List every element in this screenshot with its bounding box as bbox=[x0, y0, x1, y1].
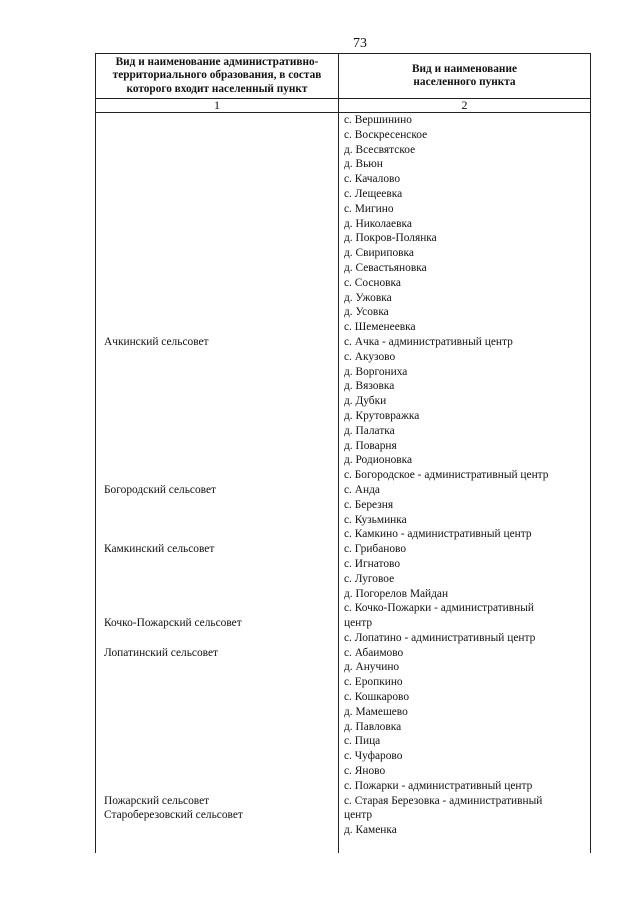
settlement-name: д. Дубки bbox=[344, 395, 387, 408]
district-name bbox=[96, 217, 338, 232]
table-header-row bbox=[96, 54, 591, 99]
district-name bbox=[96, 675, 338, 690]
district-name bbox=[96, 246, 338, 261]
settlement-name: д. Каменка bbox=[344, 824, 397, 837]
district-name bbox=[96, 453, 338, 468]
district-name bbox=[96, 261, 338, 276]
district-name bbox=[96, 143, 338, 158]
district-name: Кочко-Пожарский сельсовет bbox=[104, 617, 242, 630]
district-name bbox=[96, 365, 338, 380]
settlement-column bbox=[339, 113, 591, 853]
district-name bbox=[96, 734, 338, 749]
settlement-name: с. Кочко-Пожарки - административный bbox=[344, 602, 535, 615]
settlement-name: с. Яново bbox=[344, 765, 386, 778]
district-name bbox=[96, 187, 338, 202]
district-name bbox=[96, 720, 338, 735]
settlement-name: д. Павловка bbox=[344, 720, 402, 733]
column-number-2: 2 bbox=[339, 99, 591, 113]
district-name bbox=[96, 276, 338, 291]
district-name bbox=[96, 513, 338, 528]
settlement-name: д. Анучино bbox=[344, 661, 400, 674]
district-name bbox=[96, 572, 338, 587]
district-name bbox=[96, 202, 338, 217]
settlement-name: с. Луговое bbox=[344, 572, 395, 585]
page-number: 73 bbox=[353, 36, 367, 51]
settlement-name: с. Лещеевка bbox=[344, 187, 403, 200]
settlement-name: центр bbox=[344, 809, 373, 822]
settlement-name: д. Покров-Полянка bbox=[344, 232, 437, 245]
settlement-name: д. Усовка bbox=[344, 306, 389, 319]
settlement-name: д. Поварня bbox=[344, 439, 397, 452]
district-name bbox=[96, 631, 338, 646]
settlement-name: центр bbox=[344, 617, 373, 630]
district-name: Богородский сельсовет bbox=[104, 483, 217, 496]
district-name bbox=[96, 601, 338, 616]
district-name bbox=[96, 439, 338, 454]
table-body-row bbox=[96, 113, 591, 853]
district-name bbox=[96, 291, 338, 306]
district-column bbox=[96, 113, 339, 853]
district-name: Камкинский сельсовет bbox=[104, 543, 215, 556]
district-name: Лопатинский сельсовет bbox=[104, 646, 219, 659]
settlement-name: д. Погорелов Майдан bbox=[344, 587, 449, 600]
district-name bbox=[96, 527, 338, 542]
settlement-name: с. Мигино bbox=[344, 202, 394, 215]
district-name: Пожарский сельсовет bbox=[104, 794, 210, 807]
settlement-name: с. Пожарки - административный центр bbox=[344, 779, 533, 792]
district-name bbox=[96, 320, 338, 335]
settlement-name: с. Камкино - административный центр bbox=[344, 528, 532, 541]
settlement-name: д. Палатка bbox=[344, 424, 395, 437]
district-name bbox=[96, 838, 338, 853]
settlement-name: д. Вьюн bbox=[344, 158, 383, 171]
district-name bbox=[96, 749, 338, 764]
settlement-name: с. Кузьминка bbox=[344, 513, 407, 526]
header-col1: Вид и наименование административно-территориального образования, в состав которого входит населенный пункт bbox=[96, 54, 339, 99]
settlement-name: с. Анда bbox=[344, 483, 380, 496]
district-name bbox=[96, 468, 338, 483]
settlement-name: д. Вязовка bbox=[344, 380, 395, 393]
district-name bbox=[96, 705, 338, 720]
district-name bbox=[96, 128, 338, 143]
district-name bbox=[96, 350, 338, 365]
settlement-name: с. Богородское - административный центр bbox=[344, 469, 549, 482]
settlement-name: д. Родионовка bbox=[344, 454, 413, 467]
settlement-name: д. Воргониха bbox=[344, 365, 408, 378]
district-name bbox=[96, 305, 338, 320]
settlement-name: с. Шеменеевка bbox=[344, 321, 416, 334]
district-name bbox=[96, 498, 338, 513]
district-name bbox=[96, 690, 338, 705]
settlement-name: д. Свириповка bbox=[344, 247, 414, 260]
header-col2: Вид и наименование населенного пункта bbox=[339, 54, 591, 99]
district-name bbox=[96, 394, 338, 409]
district-name bbox=[96, 409, 338, 424]
district-name bbox=[96, 157, 338, 172]
settlement-name: д. Мамешево bbox=[344, 705, 408, 718]
settlement-name: д. Николаевка bbox=[344, 217, 412, 230]
settlement-name: д. Ужовка bbox=[344, 291, 392, 304]
settlement-name: с. Еропкино bbox=[344, 676, 403, 689]
settlement-name: с. Игнатово bbox=[344, 557, 401, 570]
settlement-name: с. Березня bbox=[344, 498, 394, 511]
column-number-1: 1 bbox=[96, 99, 339, 113]
settlement-name: д. Севастьяновка bbox=[344, 261, 427, 274]
settlement-name: с. Воскресенское bbox=[344, 128, 428, 141]
settlement-name: с. Качалово bbox=[344, 173, 401, 186]
district-name bbox=[96, 172, 338, 187]
district-name bbox=[96, 113, 338, 128]
district-name: Ачкинский сельсовет bbox=[104, 335, 209, 348]
column-number-row bbox=[96, 99, 591, 113]
settlement-name: с. Вершинино bbox=[344, 114, 412, 126]
settlement-name: с. Грибаново bbox=[344, 543, 407, 556]
district-name bbox=[96, 764, 338, 779]
settlement-name: с. Сосновка bbox=[344, 276, 401, 289]
settlement-name: д. Всесвятское bbox=[344, 143, 416, 156]
settlement-name: с. Акузово bbox=[344, 350, 396, 363]
settlement-name: с. Абаимово bbox=[344, 646, 404, 659]
settlements-table bbox=[95, 53, 591, 853]
district-name bbox=[96, 779, 338, 794]
settlement-name: с. Чуфарово bbox=[344, 750, 403, 763]
district-name bbox=[96, 379, 338, 394]
district-name bbox=[96, 587, 338, 602]
district-name bbox=[96, 557, 338, 572]
district-name bbox=[96, 424, 338, 439]
settlement-name: с. Лопатино - административный центр bbox=[344, 631, 536, 644]
district-name: Староберезовский сельсовет bbox=[104, 809, 243, 822]
district-name bbox=[96, 231, 338, 246]
settlement-name: с. Кошкарово bbox=[344, 691, 410, 704]
settlement-name: с. Старая Березовка - административный bbox=[344, 794, 543, 807]
district-name bbox=[96, 823, 338, 838]
district-name bbox=[96, 660, 338, 675]
settlement-name: д. Крутовражка bbox=[344, 409, 420, 422]
settlement-name: с. Ачка - административный центр bbox=[344, 335, 513, 348]
settlement-name: с. Пица bbox=[344, 735, 381, 748]
